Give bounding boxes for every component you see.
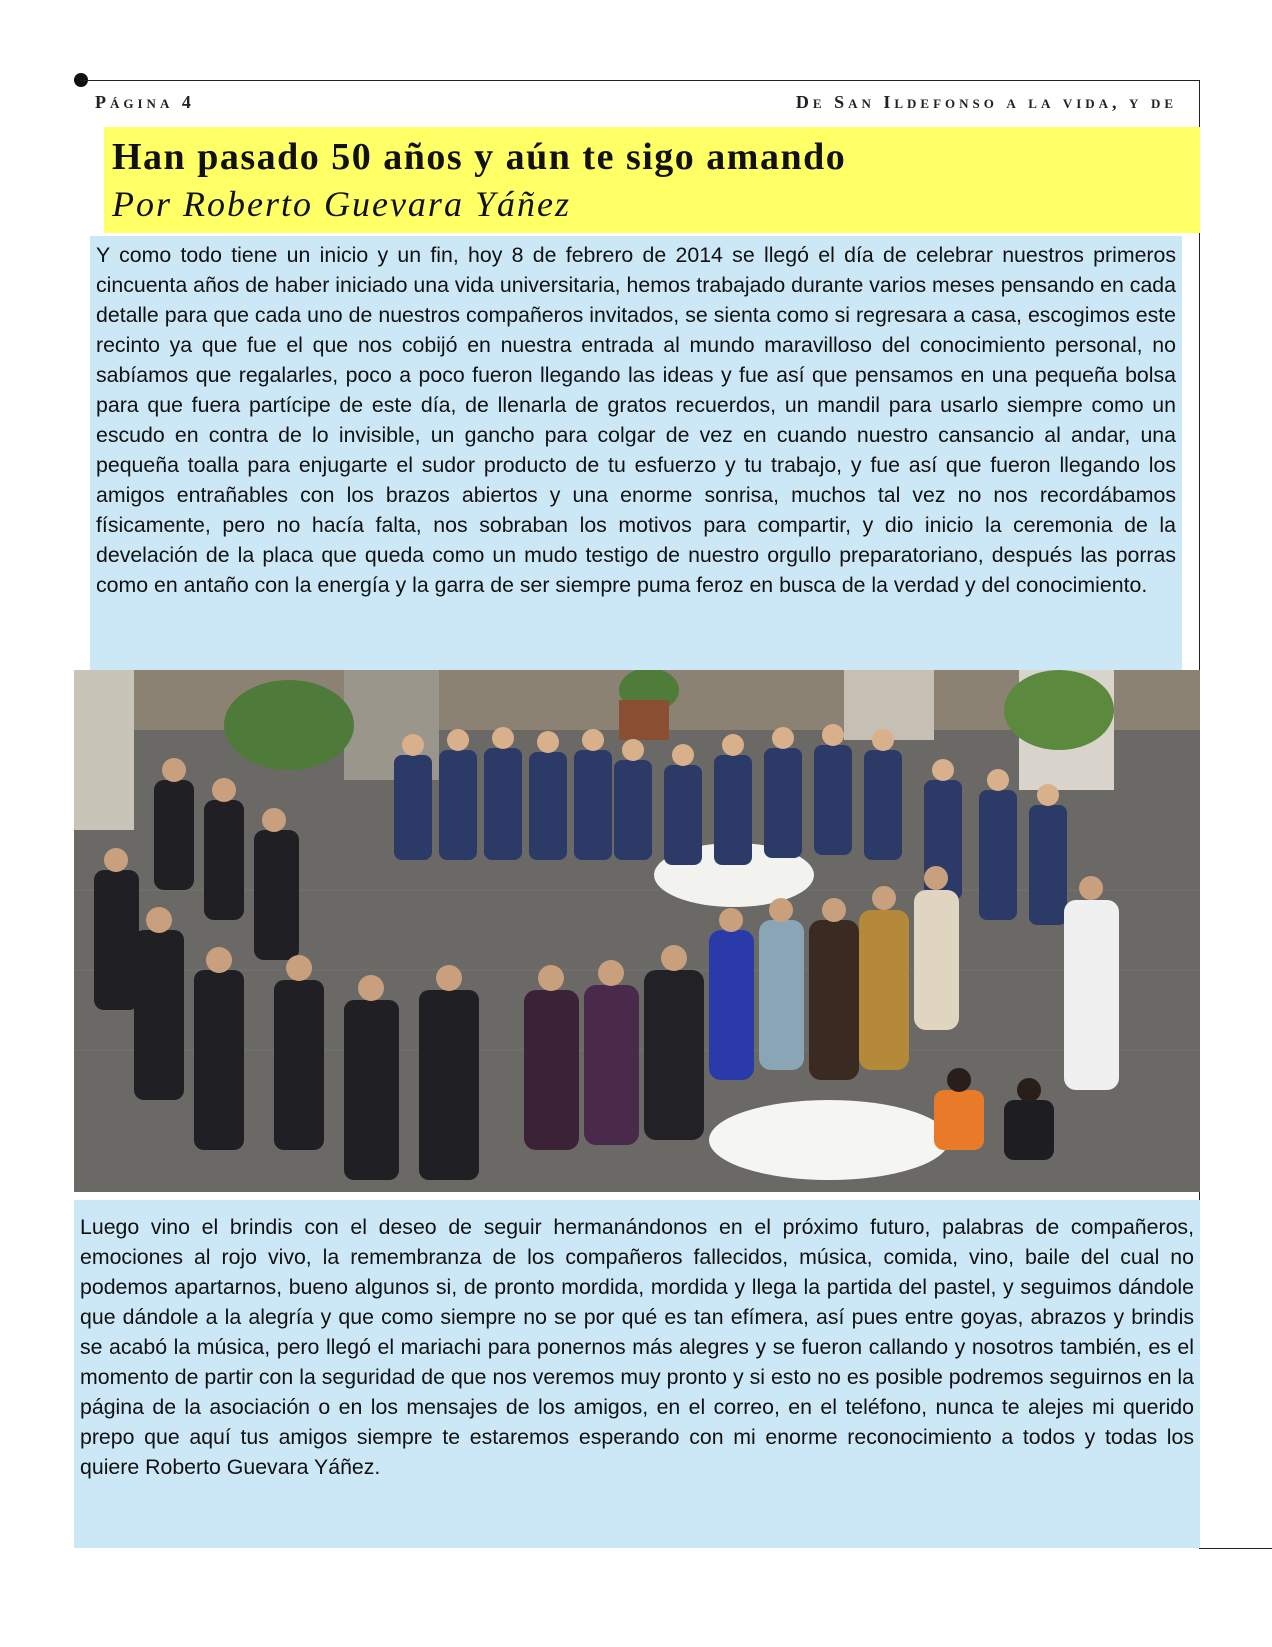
footer-rule: [1199, 1548, 1272, 1549]
running-title: De San Ildefonso a la vida, y de: [795, 92, 1177, 112]
article-text-block-1: [90, 236, 1182, 670]
article-paragraph-2: Luego vino el brindis con el deseo de seguir hermanándonos en el próximo futuro, palabras de compañeros, emociones al rojo vivo, la remembranza de los compañeros fallecidos, música, comida, vino, baile del cual no podemos apartarnos, bueno algunos si, de pronto mordida, mordida y llega la partida del pastel, y seguimos dándole que dándole a la alegría y que como siempre no se por qué es tan efímera, así pues entre goyas, abrazos y brindis se acabó la música, pero llegó el mariachi para ponernos más alegres y se fueron callando y nosotros también, es el momento de partir con la seguridad de que nos veremos muy pronto y si esto no es posible podremos seguirnos en la página de la asociación o en los mensajes de los amigos, en el correo, en el teléfono, nunca te alejes mi querido prepo que aquí tus amigos siempre te estaremos esperando con mi enorme reconocimiento a todos y todas los quiere Roberto Guevara Yáñez.: [80, 1215, 1194, 1479]
article-text-block-2: [74, 1200, 1200, 1548]
group-photo-illustration: [74, 670, 1200, 1192]
article-paragraph-1: Y como todo tiene un inicio y un fin, hoy 8 de febrero de 2014 se llegó el día de celebrar nuestros primeros cincuenta años de haber iniciado una vida universitaria, hemos trabajado durante varios meses pensando en cada detalle para que cada uno de nuestros compañeros invitados, se sienta como si regresara a casa, escogimos este recinto ya que fue el que nos cobijó en nuestra entrada al mundo maravilloso del conocimiento personal, no sabíamos que regalarles, poco a poco fueron llegando las ideas y fue así que pensamos en una pequeña bolsa para que fuera partícipe de este día, de llenarla de gratos recuerdos, un mandil para usarlo siempre como un escudo en contra de lo invisible, un gancho para colgar de vez en cuando nuestro cansancio al andar, una pequeña toalla para enjugarte el sudor producto de tu esfuerzo y tu trabajo, y fue así que fueron llegando los amigos entrañables con los brazos abiertos y una enorme sonrisa, muchos tal vez no nos recordábamos físicamente, pero no hacía falta, nos sobraban los motivos para compartir, y dio inicio la ceremonia de la develación de la placa que queda como un mudo testigo de nuestro orgullo preparatoriano, después las porras como en antaño con la energía y la garra de ser siempre puma feroz en busca de la verdad y del conocimiento.: [96, 243, 1176, 597]
article-title: Han pasado 50 años y aún te sigo amando: [112, 136, 847, 178]
title-banner: [104, 127, 1200, 233]
article-byline: Por Roberto Guevara Yáñez: [112, 184, 571, 224]
header-rule: [80, 80, 1200, 81]
page-number: Página 4: [95, 92, 195, 112]
group-photo: [74, 670, 1200, 1192]
